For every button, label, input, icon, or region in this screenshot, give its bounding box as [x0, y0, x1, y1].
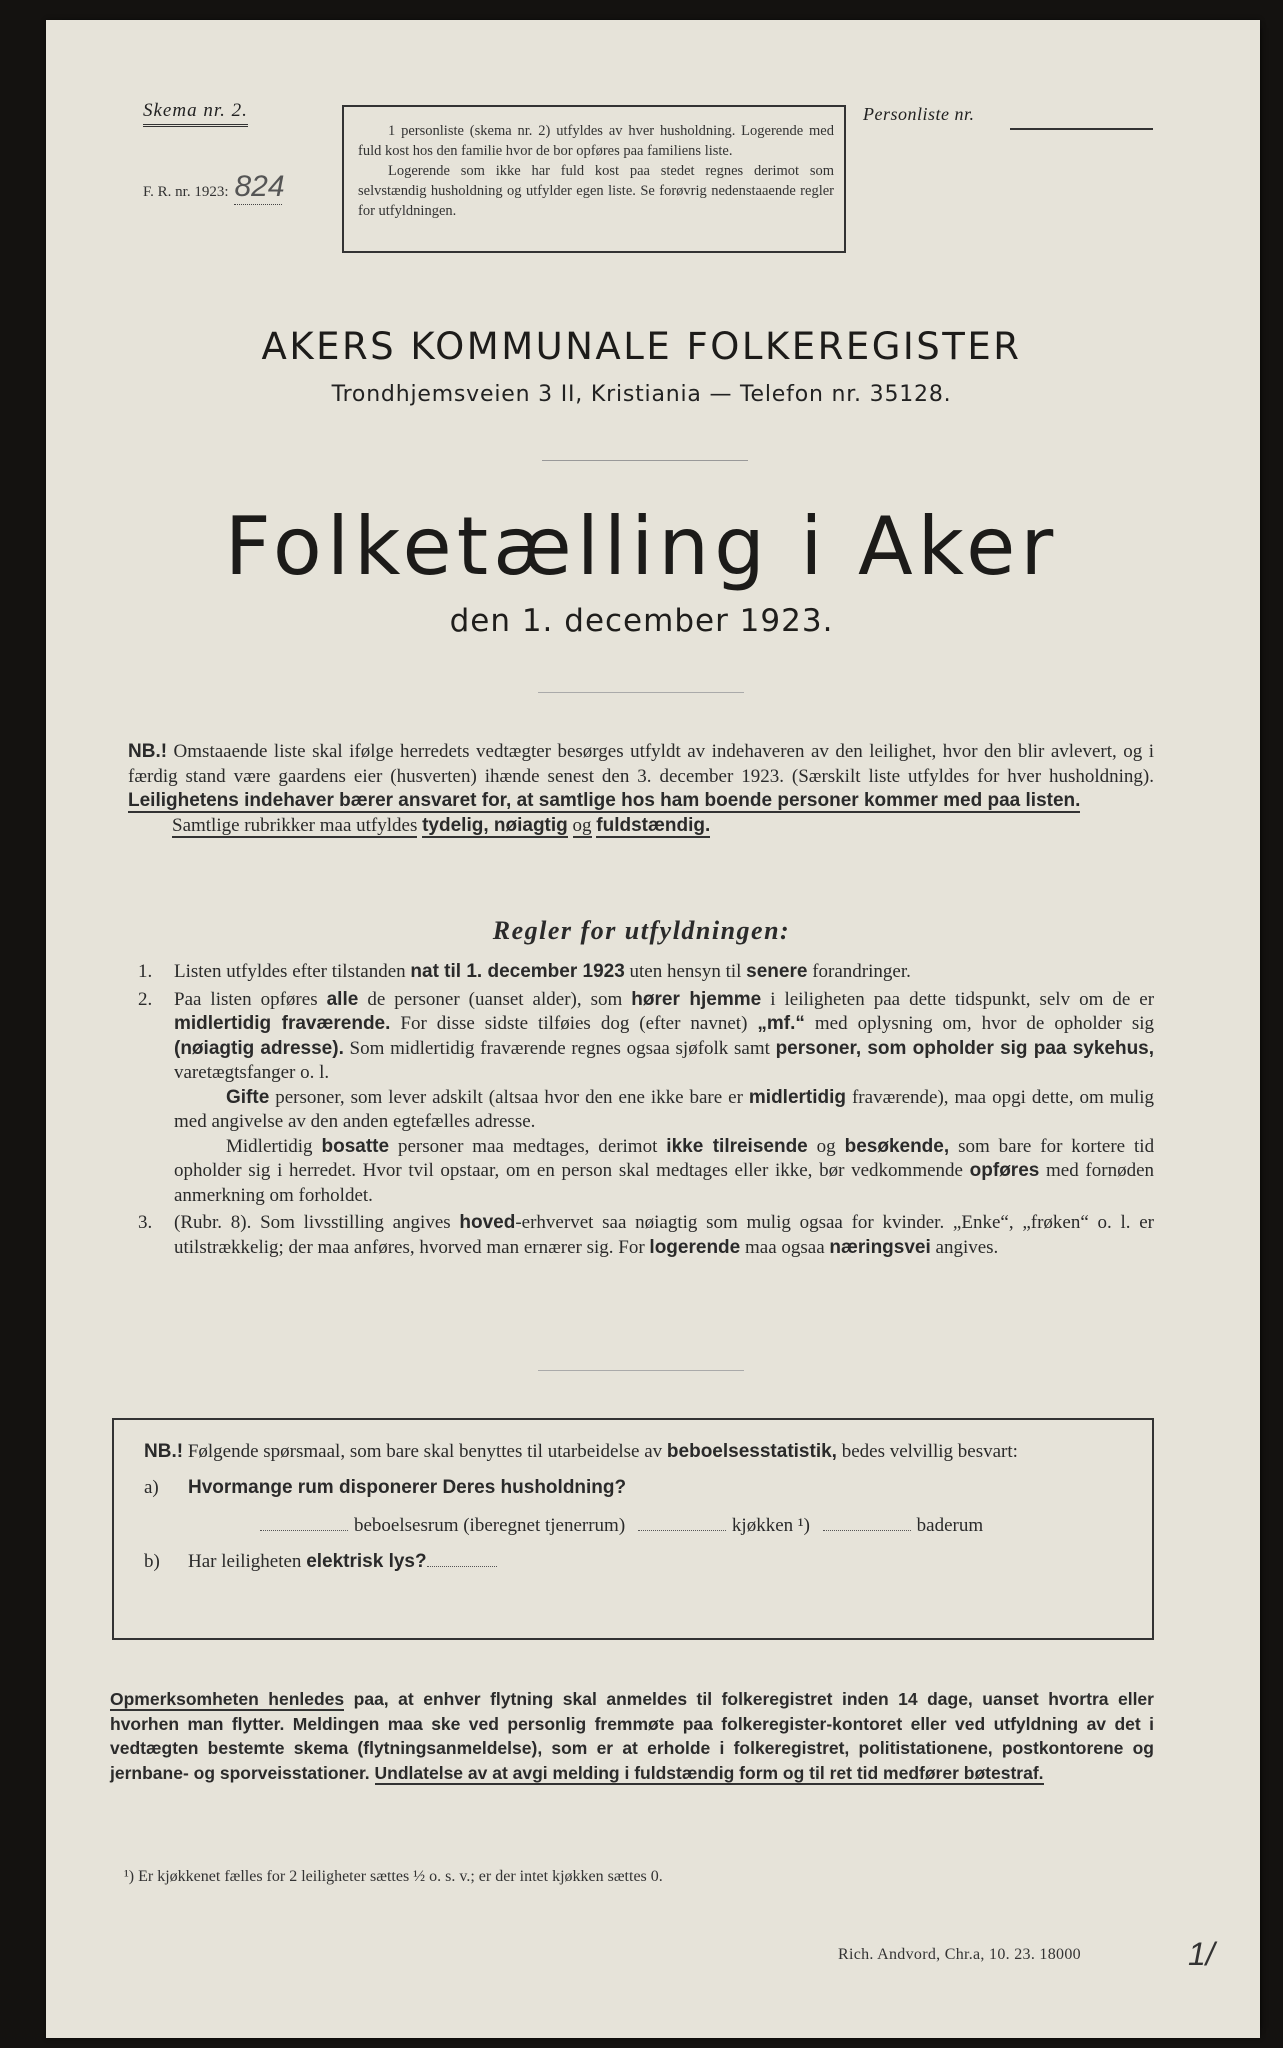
nb-notice	[128, 740, 1154, 838]
notice-lead: Opmerksomheten henledes	[110, 1689, 345, 1709]
footnote: ¹) Er kjøkkenet fælles for 2 leiligheter sættes ½ o. s. v.; er der intet kjøkken sættes 0.	[124, 1868, 663, 1885]
room-count-fields	[144, 1514, 1126, 1538]
fr-handwritten-value: 824	[234, 170, 285, 203]
housing-emphasis: beboelsesstatistik,	[666, 1441, 837, 1462]
electric-blank[interactable]	[427, 1566, 497, 1567]
rule-emphasis: bosatte	[321, 1135, 390, 1157]
kitchen-label: kjøkken ¹)	[731, 1515, 810, 1536]
info-para-1: 1 personliste (skema nr. 2) utfyldes av hver husholdning. Logerende med fuld kost hos den familie hvor de bor opføres paa familiens liste.	[358, 123, 834, 159]
rule-emphasis: „mf.“	[757, 1013, 805, 1034]
rule-text: Som midlertidig fraværende regnes ogsaa sjøfolk samt	[349, 1037, 770, 1059]
notice-text: paa, at enhver flytning skal anmeldes til folkeregistret inden 14 dage, uanset hvortra eller hvorhen man flytter. Meldingen maa ske ved personlig fremmøte paa folkeregister-kontoret eller ved utfyldning av det i vedtægten bestemte skema (flytningsanmeldelse), som er at erholde i folkeregistret, politistationene, postkontorene og jernbane- og sporveisstationer.	[110, 1689, 1154, 1783]
question-label: b)	[144, 1551, 160, 1572]
printer-imprint: Rich. Andvord, Chr.a, 10. 23. 18000	[838, 1946, 1081, 1963]
rule-emphasis: alle	[326, 988, 359, 1010]
rule-text: Midlertidig	[226, 1135, 313, 1157]
rule-1	[138, 960, 1154, 985]
divider	[542, 460, 748, 461]
notice-penalty: Undlatelse av at avgi melding i fuldstændig form og til ret tid medfører bøtestraf.	[374, 1762, 1044, 1783]
rule-number: 3.	[138, 1212, 153, 1233]
rule-text: de personer (uanset alder), som	[367, 988, 623, 1010]
rule-text: fraværende), maa opgi dette, om mulig med angivelse av den anden egtefælles adresse.	[174, 1086, 1155, 1132]
rule-number: 2.	[138, 988, 153, 1010]
divider	[538, 692, 744, 693]
page-title: Folketælling i Aker	[224, 500, 1059, 593]
nb-emphasis: tydelig, nøiagtig	[422, 814, 568, 836]
rooms-blank[interactable]	[260, 1530, 348, 1531]
rule-text: Listen utfyldes efter tilstanden	[174, 961, 406, 982]
rule-emphasis: nat til 1. december 1923	[410, 961, 625, 982]
census-date: den 1. december 1923.	[449, 603, 834, 639]
org-address: Trondhjemsveien 3 II, Kristiania — Telefon nr. 35128.	[331, 382, 952, 407]
question-text: Hvormange rum disponerer Deres husholdning?	[188, 1477, 627, 1498]
rule-text: som bare for kortere tid opholder sig i herredet. Hvor tvil opstaar, om en person skal medtages eller ikke, bør vedkommende	[174, 1135, 1155, 1181]
fr-number	[143, 170, 285, 205]
rule-emphasis: Gifte	[226, 1086, 270, 1108]
rule-text: varetægtsfanger o. l.	[174, 1062, 330, 1083]
rule-text: i leiligheten paa dette tidspunkt, selv om de er	[770, 988, 1155, 1010]
rules-list	[138, 960, 1154, 1263]
rule-emphasis: senere	[746, 961, 808, 982]
housing-intro	[144, 1440, 1126, 1464]
personliste-line	[1010, 128, 1153, 130]
nb-line-2	[128, 814, 1154, 839]
rule-2-para-3	[174, 1135, 1154, 1209]
rule-emphasis: midlertidig	[748, 1086, 847, 1108]
question-emphasis: elektrisk lys?	[306, 1551, 427, 1572]
rule-text: maa ogsaa	[744, 1236, 825, 1258]
nb-label: NB.!	[128, 741, 168, 762]
rule-text: personer maa medtages, derimot	[397, 1135, 658, 1157]
rule-text: -erhvervet saa nøiagtig som mulig ogsaa for kvinder. „Enke“, „frøken“ o. l. er utilstrækkelig; der maa anføres, hvorved man ernærer sig. For	[174, 1212, 1155, 1258]
housing-text: bedes velvillig besvart:	[841, 1441, 1018, 1462]
bath-blank[interactable]	[823, 1530, 911, 1531]
nb-emphasis: fuldstændig.	[596, 814, 711, 836]
rule-2-para-2	[174, 1086, 1154, 1135]
rule-text: uten hensyn til	[629, 961, 742, 982]
rule-text: med fornøden anmerkning om forholdet.	[174, 1160, 1155, 1206]
question-b	[144, 1550, 1126, 1574]
nb-text: og	[572, 814, 592, 836]
nb-responsibility: Leilighetens indehaver bærer ansvaret for, at samtlige hos ham boende personer kommer med paa listen.	[128, 790, 1081, 811]
rule-text: forandringer.	[812, 961, 911, 982]
info-para-2: Logerende som ikke har fuld kost paa stedet regnes derimot som selvstændig husholdning og utfylder egen liste. Se forøvrig nedenstaaende regler for utfyldningen.	[358, 163, 834, 219]
kitchen-blank[interactable]	[638, 1530, 726, 1531]
housing-text: Følgende spørsmaal, som bare skal benyttes til utarbeidelse av	[187, 1441, 663, 1462]
rule-emphasis: ikke tilreisende	[666, 1135, 808, 1157]
rule-emphasis: personer, som opholder sig paa sykehus,	[775, 1037, 1155, 1059]
info-box	[342, 105, 846, 253]
nb-text: Samtlige rubrikker maa utfyldes	[172, 814, 418, 836]
rule-emphasis: (nøiagtig adresse).	[174, 1037, 344, 1059]
rule-text: med oplysning om, hvor de opholder sig	[814, 1013, 1155, 1034]
rule-number: 1.	[138, 961, 153, 982]
rule-emphasis: opføres	[969, 1160, 1040, 1181]
org-heading: AKERS KOMMUNALE FOLKEREGISTER	[261, 325, 1022, 368]
rule-3	[138, 1211, 1154, 1260]
rule-text: personer, som lever adskilt (altsaa hvor den ene ikke bare er	[275, 1086, 743, 1108]
rule-emphasis: hoved	[459, 1212, 516, 1233]
bath-label: baderum	[916, 1515, 984, 1536]
fr-label: F. R. nr. 1923:	[143, 184, 229, 200]
handwritten-mark: 1/	[1188, 1936, 1215, 1972]
nb-paragraph	[128, 740, 1154, 814]
rules-heading: Regler for utfyldningen:	[492, 916, 791, 945]
moving-notice	[110, 1687, 1154, 1785]
nb-label: NB.!	[144, 1441, 184, 1462]
rule-text: (Rubr. 8). Som livsstilling angives	[174, 1212, 451, 1233]
rule-text: For disse sidste tilføies dog (efter navnet)	[400, 1013, 748, 1034]
rule-emphasis: hører hjemme	[631, 988, 762, 1010]
question-text: Har leiligheten	[188, 1551, 302, 1572]
nb-text: Omstaaende liste skal ifølge herredets vedtægter besørges utfyldt av indehaveren av den leilighet, hvor den blir avlevert, og i færdig stand være gaardens eier (husverten) ihænde senest den 3. december 1923. (Særskilt liste utfyldes for hver husholdning).	[128, 741, 1154, 787]
rule-text: angives.	[935, 1236, 999, 1258]
rule-emphasis: næringsvei	[829, 1236, 931, 1258]
question-a	[144, 1476, 1126, 1500]
question-label: a)	[144, 1477, 159, 1498]
rooms-label: beboelsesrum (iberegnet tjenerrum)	[354, 1515, 626, 1536]
rule-2	[138, 988, 1154, 1209]
rule-emphasis: besøkende,	[844, 1135, 950, 1157]
skema-number: Skema nr. 2.	[143, 100, 248, 127]
rule-text: og	[816, 1135, 836, 1157]
rule-text: Paa listen opføres	[174, 988, 318, 1010]
divider	[538, 1370, 744, 1371]
personliste-label: Personliste nr.	[863, 104, 975, 124]
rule-emphasis: logerende	[649, 1236, 741, 1258]
rule-emphasis: midlertidig fraværende.	[174, 1013, 391, 1034]
housing-questions-box	[112, 1418, 1154, 1640]
